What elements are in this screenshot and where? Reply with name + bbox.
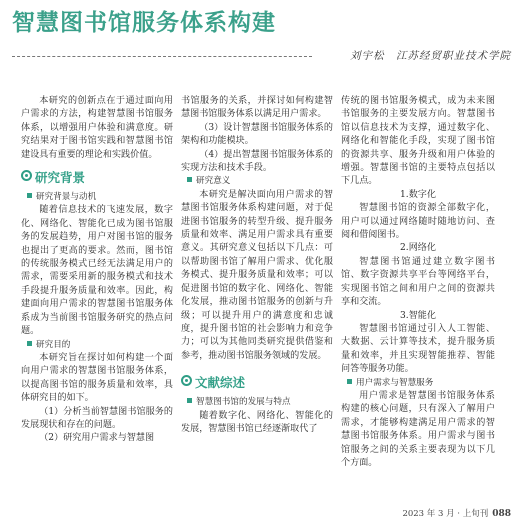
square-bullet-icon xyxy=(27,193,32,198)
paragraph: 智慧图书馆的资源全部数字化，用户可以通过网络随时随地访问、查阅和借阅图书。 xyxy=(341,203,495,241)
paragraph: 本研究的创新点在于通过面向用户需求的方法，构建智慧图书馆服务体系，以增强用户体验和满意度。研究结果对于图书馆实践和智慧图书馆建设具有重要的理论和实践价值。 xyxy=(21,96,173,160)
numbered-heading: 1.数字化 xyxy=(400,189,436,200)
paragraph: 本研究旨在探讨如何构建一个面向用户需求的智慧图书馆服务体系，以提高图书馆的服务质量和效率，具体研究目的如下。 xyxy=(21,352,173,404)
author-byline: 刘宇松 江苏经贸职业技术学院 xyxy=(350,50,511,62)
section-heading-background: 研究背景 xyxy=(21,170,173,186)
square-bullet-icon xyxy=(347,379,352,384)
section-ring-icon xyxy=(181,375,192,386)
paragraph: 随着数字化、网络化、智能化的发展，智慧图书馆已经逐渐取代了 xyxy=(181,410,333,434)
square-bullet-icon xyxy=(187,177,192,182)
subheading: 研究意义 xyxy=(181,175,333,188)
numbered-heading: 3.智能化 xyxy=(400,310,436,321)
subheading: 智慧图书馆的发展与特点 xyxy=(181,396,333,409)
article-title: 智慧图书馆服务体系构建 xyxy=(12,10,276,36)
paragraph: 用户需求是智慧图书馆服务体系构建的核心问题，只有深入了解用户需求，才能够构建满足用户需求的智慧图书馆服务体系。用户需求与图书馆服务之间的关系主要表现为以下几个方面。 xyxy=(341,390,495,468)
paragraph: 书馆服务的关系，并探讨如何构建智慧图书馆服务体系以满足用户需求。 xyxy=(181,96,333,120)
section-ring-icon xyxy=(21,170,32,181)
square-bullet-icon xyxy=(187,398,192,403)
paragraph: 随着信息技术的飞速发展，数字化、网络化、智能化已成为图书馆服务的发展趋势，用户对图书馆的服务也提出了更高的要求。然而，图书馆的传统服务模式已经无法满足用户的需求，需要采用新的服务模式和技术手段提升服务质量和效率。因此，构建面向用户需求的智慧图书馆服务体系成为当前图书馆服务研究的热点问题。 xyxy=(21,205,173,337)
paragraph: （2）研究用户需求与智慧图 xyxy=(39,433,155,444)
paragraph: 智慧图书馆通过建立数字图书馆、数字资源共享平台等网络平台，实现图书馆之间和用户之间的资源共享和交流。 xyxy=(341,256,495,308)
text-column-1 xyxy=(21,95,173,505)
section-heading-literature: 文献综述 xyxy=(181,375,333,391)
subheading: 研究背景与动机 xyxy=(21,191,173,204)
numbered-heading: 2.网络化 xyxy=(400,243,436,254)
paragraph: （1）分析当前智慧图书馆服务的发展现状和存在的问题。 xyxy=(21,406,173,430)
paragraph: （4）提出智慧图书馆服务体系的实现方法和技术手段。 xyxy=(181,149,333,174)
paragraph: 智慧图书馆通过引入人工智能、大数据、云计算等技术，提升服务质量和效率，并且实现智能推荐、智能问答等服务功能。 xyxy=(341,323,495,375)
paragraph: 传统的图书馆服务模式，成为未来图书馆服务的主要发展方向。智慧图书馆以信息技术为支撑，通过数字化、网络化和智能化手段，实现了图书馆的资源共享、服务升级和用户体验的增强。智慧图书馆的主要特点包括以下几点。 xyxy=(341,96,495,187)
page-number: 088 xyxy=(492,509,511,519)
square-bullet-icon xyxy=(27,341,32,346)
text-column-2 xyxy=(181,95,333,505)
page-footer xyxy=(402,507,511,519)
text-column-3 xyxy=(341,95,495,505)
paragraph: （3）设计智慧图书馆服务体系的架构和功能模块。 xyxy=(181,122,333,147)
paragraph: 本研究是解决面向用户需求的智慧图书馆服务体系构建问题，对于促进图书馆服务的转型升级、提升服务质量和效率、满足用户需求具有重要意义。其研究意义包括以下几点：可以帮助图书馆了解用户需求、优化服务模式、提升服务质量和效率；可以促进图书馆的数字化、网络化、智能化发展，推动图书馆服务的创新与升级；可以提升用户的满意度和忠诚度，提升图书馆的社会影响力和竞争力；可以为其他同类研究提供借鉴和参考，推动图书馆服务领域的发展。 xyxy=(181,189,333,361)
subheading: 研究目的 xyxy=(21,339,173,352)
subheading: 用户需求与智慧服务 xyxy=(341,377,495,390)
issue-label: 2023 年 3 月 · 上旬刊 xyxy=(402,509,489,519)
title-divider xyxy=(12,56,312,57)
